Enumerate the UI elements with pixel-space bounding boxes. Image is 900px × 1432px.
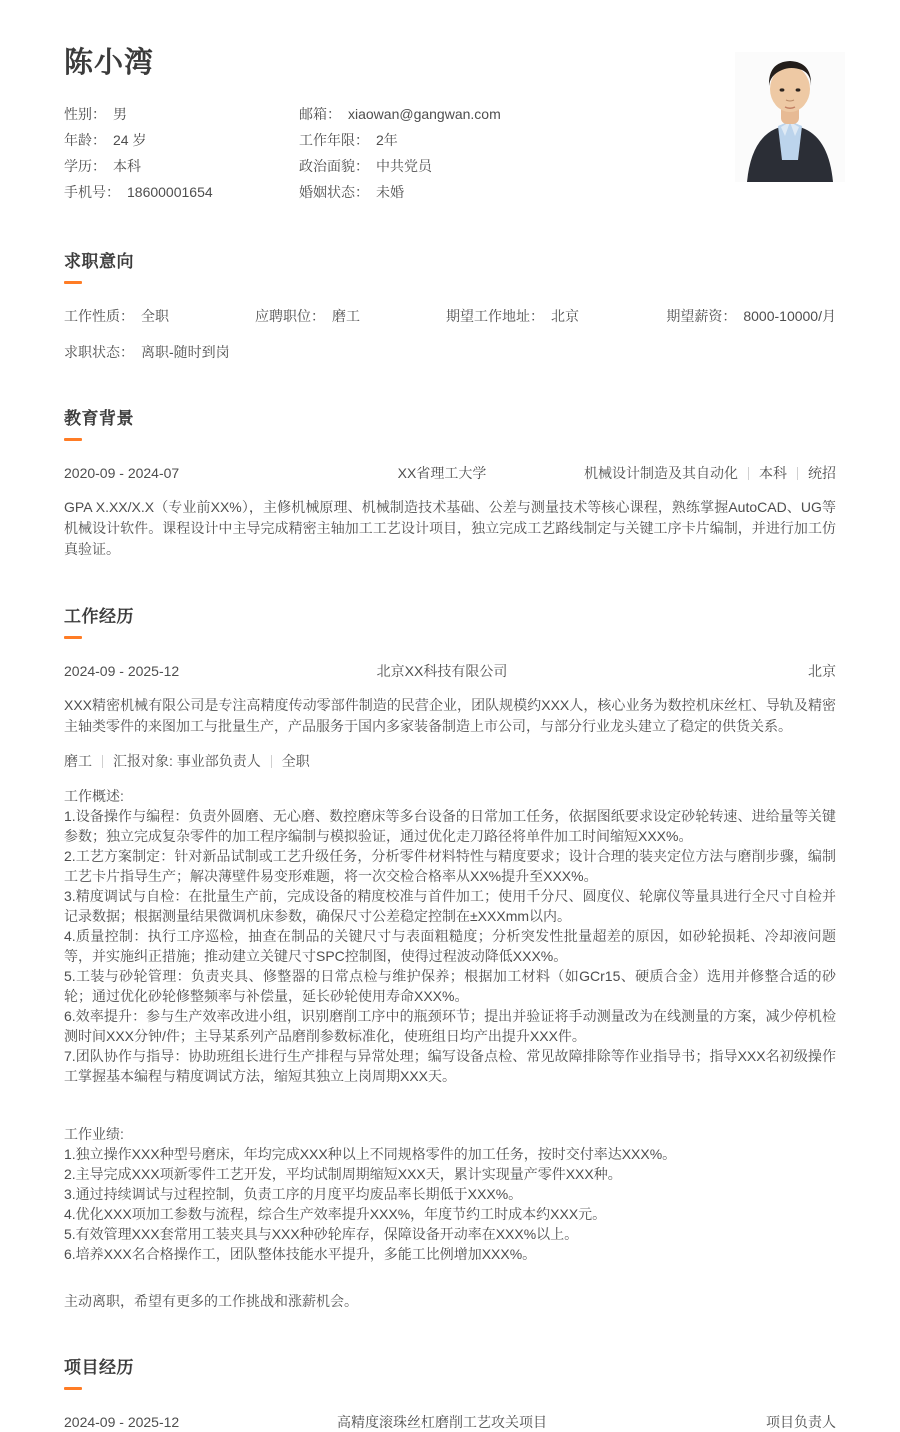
info-value: 未婚 (376, 184, 404, 200)
info-value: 2年 (376, 132, 398, 148)
field-label: 期望薪资： (666, 308, 737, 324)
work-achievement-item: 2.主导完成XXX项新零件工艺开发，平均试制周期缩短XXX天，累计实现量产零件XXX种。 (64, 1166, 622, 1182)
info-label: 年龄： (64, 132, 106, 148)
work-job-type: 全职 (281, 753, 310, 769)
field-value: 北京 (551, 308, 579, 324)
project-period: 2024-09 - 2025-12 (64, 1414, 180, 1430)
education-row (64, 463, 836, 483)
intent-salary (660, 306, 836, 326)
work-location: 北京 (808, 663, 836, 679)
company-intro: XXX精密机械有限公司是专注高精度传动零部件制造的民营企业，团队规模约XXX人，核心业务为数控机床丝杠、导轨及精密主轴类零件的来图加工与批量生产，产品服务于国内多家装备制造上市公司，与部分行业龙头建立了稳定的供货关系。 (64, 697, 836, 734)
field-value: 磨工 (332, 308, 360, 324)
section-accent-bar (64, 438, 82, 441)
intention-row-2 (64, 342, 836, 362)
info-value: 24 岁 (113, 132, 147, 148)
work-overview-item: 6.效率提升：参与生产效率改进小组，识别磨削工序中的瓶颈环节；提出并验证将手动测量改为在线测量的方案，减少停机检测时间XXX分钟/件；主导某系列产品磨削参数标准化，使班组日均产出提升XXX件。 (64, 1008, 836, 1044)
field-value: 全职 (141, 308, 169, 324)
section-work-experience (64, 602, 836, 1311)
info-value: 中共党员 (376, 158, 432, 174)
work-overview-item: 3.精度调试与自检：在批量生产前，完成设备的精度校准与首件加工；使用千分尺、圆度仪、轮廓仪等量具进行全尺寸自检并记录数据；根据测量结果微调机床参数，确保尺寸公差稳定控制在±XXXmm以内。 (64, 888, 836, 924)
info-degree (64, 153, 299, 179)
info-age (64, 127, 299, 153)
section-accent-bar (64, 281, 82, 284)
separator (102, 755, 103, 768)
info-label: 手机号： (64, 184, 120, 200)
work-achievement-item: 5.有效管理XXX套常用工装夹具与XXX种砂轮库存，保障设备开动率在XXX%以上。 (64, 1226, 579, 1242)
work-achievement-item: 6.培养XXX名合格操作工，团队整体技能水平提升，多能工比例增加XXX%。 (64, 1246, 537, 1262)
intent-job-nature (64, 306, 255, 326)
work-achievement-item: 4.优化XXX项加工参数与流程，综合生产效率提升XXX%，年度节约工时成本约XXX元。 (64, 1206, 607, 1222)
section-project-experience (64, 1353, 836, 1432)
field-value: 8000-10000/月 (743, 308, 836, 324)
work-position: 磨工 (64, 753, 92, 769)
project-role: 项目负责人 (766, 1414, 836, 1430)
section-title: 求职意向 (64, 252, 134, 271)
info-phone (64, 179, 299, 205)
education-period: 2020-09 - 2024-07 (64, 465, 180, 481)
section-title: 教育背景 (64, 409, 134, 428)
project-row (64, 1412, 836, 1432)
field-value: 离职-随时到岗 (141, 344, 230, 360)
education-major: 机械设计制造及其自动化 (584, 465, 738, 481)
education-admission: 统招 (808, 465, 836, 481)
section-job-intention (64, 247, 836, 362)
work-overview-item: 4.质量控制：执行工序巡检，抽查在制品的关键尺寸与表面粗糙度；分析突发性批量超差的原因，如砂轮损耗、冷却液问题等，并实施纠正措施；推动建立关键尺寸SPC控制图，使得过程波动降低XXX%。 (64, 928, 836, 964)
portrait-illustration (735, 52, 845, 182)
work-achievements-label: 工作业绩: (64, 1126, 124, 1142)
work-achievement-item: 1.独立操作XXX种型号磨床，年均完成XXX种以上不同规格零件的加工任务，按时交付率达XXX%。 (64, 1146, 677, 1162)
work-overview-item: 2.工艺方案制定：针对新品试制或工艺升级任务，分析零件材料特性与精度要求；设计合理的装夹定位方法与磨削步骤，编制工艺卡片指导生产；解决薄壁件易变形难题，将一次交检合格率从XX%提升至XXX%。 (64, 848, 836, 884)
work-achievements (64, 1124, 836, 1264)
work-achievement-item: 3.通过持续调试与过程控制，负责工序的月度平均废品率长期低于XXX%。 (64, 1186, 523, 1202)
education-degree-info (580, 463, 836, 483)
info-label: 婚姻状态： (299, 184, 369, 200)
work-position-line (64, 751, 836, 771)
separator (797, 467, 798, 480)
info-label: 邮箱： (299, 106, 341, 122)
section-education (64, 404, 836, 560)
work-overview-item: 7.团队协作与指导：协助班组长进行生产排程与异常处理；编写设备点检、常见故障排除等作业指导书；指导XXX名初级操作工掌握基本编程与精度调试方法，缩短其独立上岗周期XXX天。 (64, 1048, 836, 1084)
intent-position (255, 306, 446, 326)
work-overview (64, 786, 836, 1086)
info-value: 18600001654 (127, 184, 213, 200)
info-label: 政治面貌： (299, 158, 369, 174)
info-value: 男 (113, 106, 127, 122)
project-name: 高精度滚珠丝杠磨削工艺攻关项目 (337, 1414, 547, 1430)
info-work-years (299, 127, 699, 153)
work-company: 北京XX科技有限公司 (376, 663, 508, 679)
section-title: 工作经历 (64, 607, 134, 626)
section-accent-bar (64, 1387, 82, 1390)
leave-reason: 主动离职，希望有更多的工作挑战和涨薪机会。 (64, 1293, 358, 1309)
work-report-to: 汇报对象: 事业部负责人 (113, 753, 261, 769)
separator (271, 755, 272, 768)
field-label: 应聘职位： (255, 308, 325, 324)
work-row (64, 661, 836, 681)
field-label: 期望工作地址： (446, 308, 544, 324)
intent-location (446, 306, 660, 326)
section-accent-bar (64, 636, 82, 639)
intent-status (64, 344, 230, 360)
basic-info-grid (64, 101, 704, 205)
info-value: xiaowan@gangwan.com (348, 106, 501, 122)
info-label: 性别： (64, 106, 106, 122)
info-email (299, 101, 699, 127)
section-title: 项目经历 (64, 1358, 134, 1377)
info-label: 工作年限： (299, 132, 369, 148)
work-period: 2024-09 - 2025-12 (64, 663, 180, 679)
education-school: XX省理工大学 (397, 465, 487, 481)
info-value: 本科 (113, 158, 141, 174)
education-degree: 本科 (759, 465, 787, 481)
work-overview-label: 工作概述: (64, 788, 124, 804)
info-label: 学历： (64, 158, 106, 174)
field-label: 求职状态： (64, 344, 134, 360)
profile-photo (735, 52, 845, 182)
intention-row-1 (64, 306, 836, 326)
info-marital-status (299, 179, 699, 205)
field-label: 工作性质： (64, 308, 134, 324)
separator (748, 467, 749, 480)
info-political-status (299, 153, 699, 179)
education-description: GPA X.XX/X.X（专业前XX%），主修机械原理、机械制造技术基础、公差与测量技术等核心课程，熟练掌握AutoCAD、UG等机械设计软件。课程设计中主导完成精密主轴加工工艺设计项目，独立完成工艺路线制定与关键工序卡片编制，并进行加工仿真验证。 (64, 499, 836, 557)
work-overview-item: 1.设备操作与编程：负责外圆磨、无心磨、数控磨床等多台设备的日常加工任务，依据图纸要求设定砂轮转速、进给量等关键参数；独立完成复杂零件的加工程序编制与模拟验证，通过优化走刀路径将单件加工时间缩短XXX%。 (64, 808, 836, 844)
info-gender (64, 101, 299, 127)
work-overview-item: 5.工装与砂轮管理：负责夹具、修整器的日常点检与维护保养；根据加工材料（如GCr15、硬质合金）选用并修整合适的砂轮；通过优化砂轮修整频率与补偿量，延长砂轮使用寿命XXX%。 (64, 968, 836, 1004)
candidate-name: 陈小湾 (64, 47, 155, 79)
